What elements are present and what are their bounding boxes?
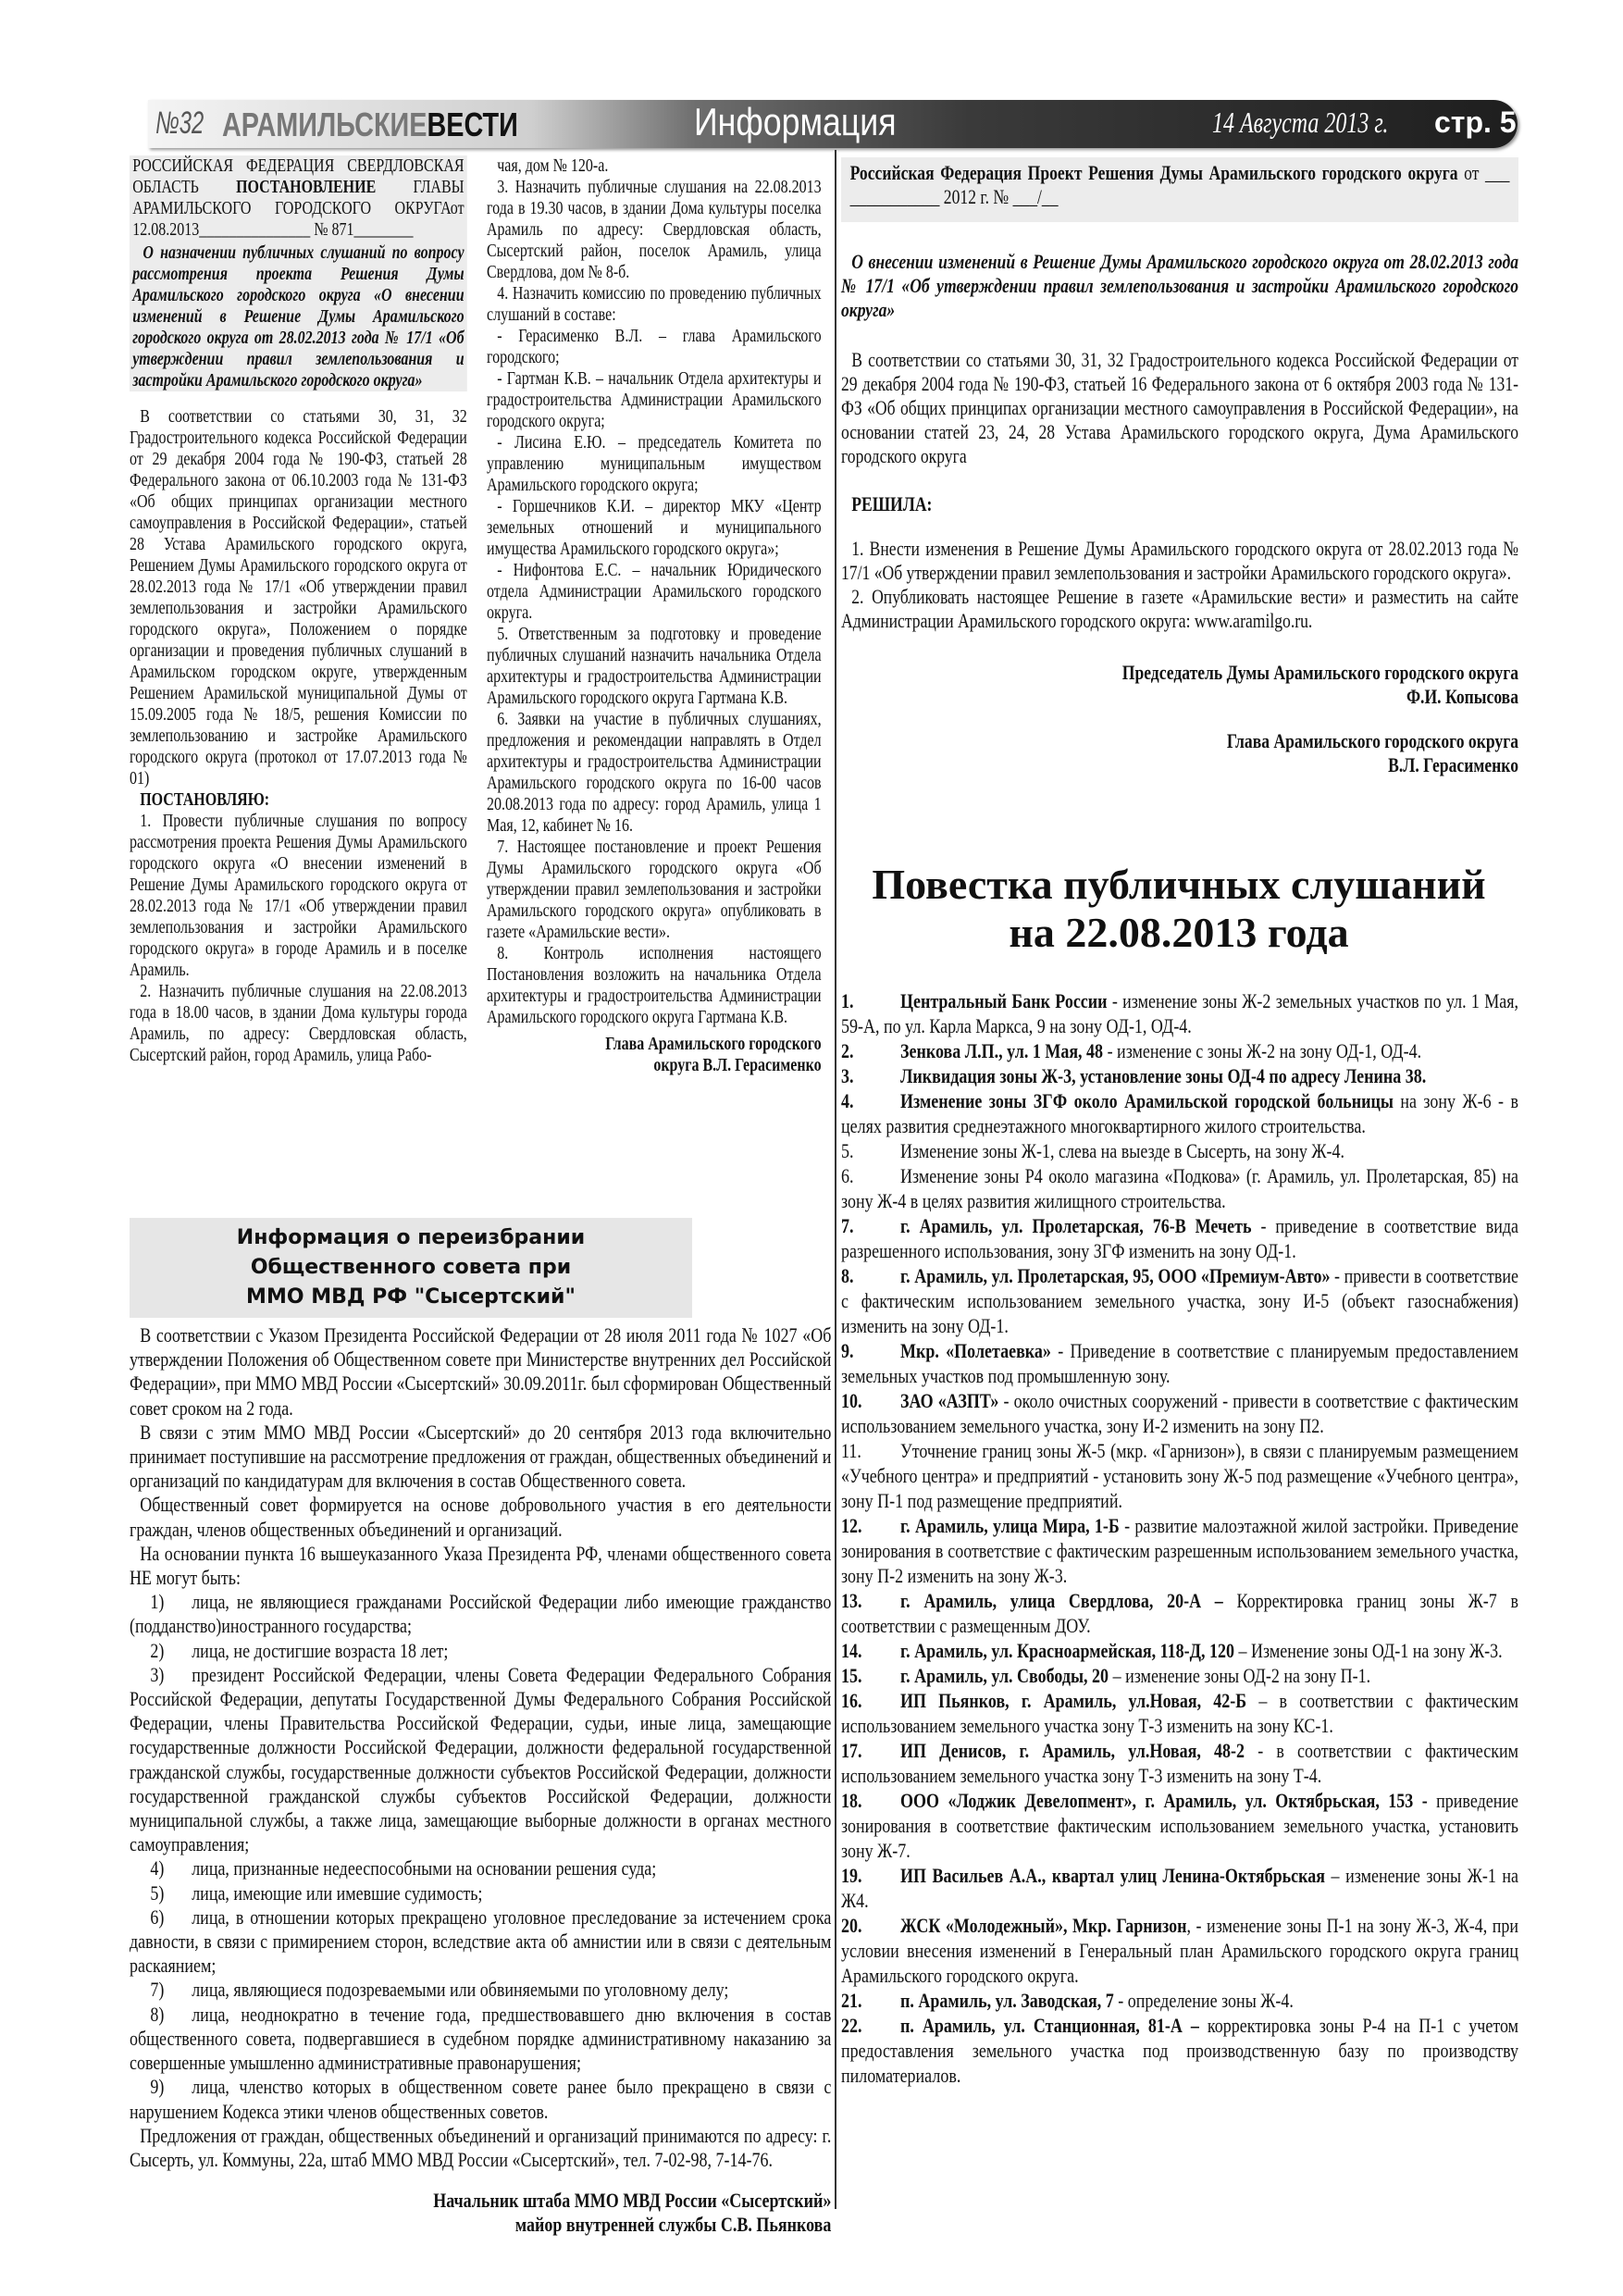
agenda-item-number: 7. [841,1214,854,1237]
agenda-item-text: - в соответствии с фактическим использованием земельного участка зону Т-3 изменить на зону Т-4. [841,1739,1519,1787]
agenda-item [841,1163,1518,1213]
council-list-item [130,2003,831,2076]
agenda-item-number: 16. [841,1689,862,1712]
agenda-item [841,1038,1518,1063]
decree-paragraph: 7. Настоящее постановление и проект Решения Думы Арамильского городского округа «Об утверждении правил землепользования и застройки Арамильского городского округа» опубликовать в газете «Арамильские вести». [487,837,822,942]
decree-paragraph: - Гартман К.В. – начальник Отдела архитектуры и градостроительства Администрации Арамильского городского округа; [487,368,822,431]
draft-item: 1. Внести изменения в Решение Думы Арамильского городского округа от 28.02.2013 года № 17/1 «Об утверждении правил землепользования и застройки Арамильского городского округа». [841,537,1518,584]
agenda-item-number: 8. [841,1264,854,1287]
agenda-item-text: Корректировка границ зоны Ж-7 в соответствии с размещенным ДОУ. [841,1589,1518,1637]
agenda-item [841,1863,1518,1913]
decree-paragraph: 1. Провести публичные слушания по вопросу рассмотрения проекта Решения Думы Арамильского городского округа «О внесении изменений в Решение Думы Арамильского городского округа от 28.02.2013 года № 17/1 «Об утверждении правил землепользования и застройки Арамильского городского округа» в городе Арамиль и в поселке Арамиль. [130,811,467,980]
logo-bold: ВЕСТИ [427,105,518,143]
council-paras [130,1323,831,1590]
council-list-text: президент Российской Федерации, члены Совета Федерации Федерального Собрания Российской Федерации, депутаты Государственной Думы Федерального Собрания Российской Федерации, члены Правительства Российской Федерации, судьи, иные лица, замещающие государственные должности Российской Федерации, должности федеральной государственной гражданской службы, государственные должности субъектов Российской Федерации, должности государственной гражданской службы субъектов Российской Федерации, должности муниципальной службы, а также лица, замещающие выборные должности в органах местного самоуправления; [130,1662,832,1856]
agenda-item-number: 20. [841,1914,862,1937]
agenda-item-subject: г. Арамиль, ул. Красноармейская, 118-Д, 120 [900,1639,1235,1662]
page-number: стр. 5 [1434,105,1517,139]
agenda-item-subject: Центральный Банк России [900,989,1108,1012]
agenda-item-text: - определение зоны Ж-4. [1113,1989,1294,2012]
decree-heading-b: ПОСТАНОВЛЕНИЕ [236,177,377,197]
issue-date: 14 Августа 2013 г. [1212,105,1389,139]
agenda-item-text: Уточнение границ зоны Ж-5 (мкр. «Гарнизон»), в связи с планируемым размещением «Учебного центра» и предприятий - установить зону Ж-5 под размещение «Учебного центра», зону П-1 под размещение предприятий. [841,1439,1518,1512]
council-list-item [130,1978,831,2002]
council-list-number: 8) [150,2002,165,2026]
draft-heading-rest: от ___ ___________ 2012 г. № ___/__ [849,161,1510,208]
agenda-item-text: - привести в соответствие с фактическим использованием земельного участка, зону И-5 (объект газоснабжения) изменить на зону ОД-1. [841,1264,1518,1337]
agenda-item-text: приведение зонирования в соответствие фактическим использованием земельного участка, установить зону Ж-7. [841,1789,1518,1862]
agenda-item-subject: ИП Пьянков, г. Арамиль, ул.Новая, 42-Б [900,1689,1247,1712]
council-signature: Начальник штаба ММО МВД России «Сысертский» майор внутренней службы С.В. Пьянкова [433,2189,832,2237]
agenda-item-number: 1. [841,989,854,1012]
council-paragraph: В связи с этим ММО МВД России «Сысертский» до 20 сентября 2013 года включительно принимает поступившие на рассмотрение предложения от граждан, общественных объединений и организаций по кандидатурам для включения в состав Общественного совета. [130,1420,832,1493]
decree-paragraph: чая, дом № 120-а. [497,155,609,176]
agenda-title: Повестка публичных слушаний на 22.08.2013 года [872,861,1486,956]
agenda-item-subject: п. Арамиль, ул. Заводская, 7 [900,1989,1114,2012]
agenda-item [841,1788,1518,1863]
council-list-number: 4) [150,1856,165,1880]
decree-paragraph: 2. Назначить публичные слушания на 22.08.2013 года в 18.00 часов, в здании Дома культуры города Арамиль, по адресу: Свердловская область, Сысертский район, город Арамиль, улица Рабо- [130,981,467,1065]
agenda-item-subject: г. Арамиль, ул. Пролетарская, 76-В Мечеть [900,1214,1252,1237]
decree-preamble: В соответствии со статьями 30, 31, 32 Градостроительного кодекса Российской Федерации от 29 декабря 2004 года № 190-ФЗ, статьей 28 Федерального закона от 06.10.2003 года № 131-ФЗ «Об общих принципах организации местного самоуправления в Российской Федерации», статьей 28 Устава Арамильского городского округа, Решением Думы Арамильского городского округа от 28.02.2013 года № 17/1 «Об утверждении правил землепользования и застройки Арамильского городского округа», Положением о порядке организации и проведения публичных слушаний в Арамильском городском округе, утвержденным Решением Арамильской муниципальной Думы от 15.09.2005 года № 18/5, решения Комиссии по землепользованию и застройке Арамильского городского округа (протокол от 17.07.2013 года № 01) [130,406,467,788]
section-title: Информация [694,100,897,143]
agenda-item-number: 6. [841,1164,854,1187]
decree-paragraph: 3. Назначить публичные слушания на 22.08.2013 года в 19.30 часов, в здании Дома культуры поселка Арамиль по адресу: Свердловская область, Сысертский район, поселок Арамиль, улица Свердлова, дом № 8-б. [487,177,822,282]
draft-decision [841,157,1518,777]
council-paragraph: Общественный совет формируется на основе добровольного участия в его деятельности граждан, членов общественных объединений и организаций. [130,1493,832,1541]
council-list-number: 3) [150,1662,165,1686]
agenda-item-text: на зону Ж-6 - в целях развития среднеэтажного многоквартирного жилого строительства. [841,1089,1519,1137]
agenda-item-number: 3. [841,1064,854,1087]
draft-signature-chair: Председатель Думы Арамильского городского округа Ф.И. Копысова [1121,661,1518,708]
agenda-item [841,1988,1518,2013]
agenda-item-subject: г. Арамиль, ул. Пролетарская, 95, ООО «Премиум-Авто» [900,1264,1331,1287]
decree-left-column [130,155,467,1066]
agenda-item-number: 12. [841,1514,862,1537]
agenda-item-number: 11. [841,1439,861,1462]
column-divider [835,150,836,2209]
agenda-item [841,1738,1518,1788]
agenda-item-text: - изменение зоны Ж-2 земельных участков по ул. 1 Мая, 59-А, по ул. Карла Маркса, 9 на зону ОД-1, ОД-4. [841,989,1518,1037]
agenda-item-number: 10. [841,1389,862,1412]
decree-paragraph: 5. Ответственным за подготовку и проведение публичных слушаний назначить начальника Отдела архитектуры и градостроительства Администрации Арамильского городского округа Гартмана К.В. [487,624,822,708]
logo-light: АРАМИЛЬСКИЕ [222,105,427,143]
agenda-item-number: 17. [841,1739,862,1762]
decree-left-paras [130,811,467,1066]
agenda-item-text: – Изменение зоны ОД-1 на зону Ж-3. [1234,1639,1503,1662]
council-list-item [130,1905,831,1979]
council-paragraph: На основании пункта 16 вышеуказанного Указа Президента РФ, членами общественного совета НЕ могут быть: [130,1541,832,1590]
agenda-item-subject: ЖСК «Молодежный», Мкр. Гарнизон [900,1914,1187,1937]
council-title: Информация о переизбрании Общественного совета при ММО МВД РФ "Сысертский" [130,1218,692,1318]
decree-paragraph: 4. Назначить комиссию по проведению публичных слушаний в составе: [487,283,822,325]
agenda-item-number: 18. [841,1789,862,1812]
decree-paragraph: - Герасименко В.Л. – глава Арамильского городского; [487,326,822,367]
agenda-item-text: , - изменение зоны П-1 на зону Ж-3, Ж-4, при условии внесения изменений в Генеральный план Арамильского городского округа границ Арамильского городского округа. [841,1914,1518,1987]
agenda-item-text: - приведение в соответствие вида разрешенного использования, зону ЗГФ изменить на зону ОД-1. [841,1214,1519,1262]
agenda-item [841,1263,1518,1338]
agenda-item-subject: г. Арамиль, улица Мира, 1-Б [900,1514,1120,1537]
decree-paragraph: 6. Заявки на участие в публичных слушаниях, предложения и рекомендации направлять в Отдел архитектуры и градостроительства Администрации Арамильского городского округа по 16-00 часов 20.08.2013 года по адресу: город Арамиль, улица 1 Мая, 12, кабинет № 16. [487,709,822,836]
council-list [130,1590,831,2123]
draft-title: О внесении изменений в Решение Думы Арамильского городского округа от 28.02.2013 года № 17/1 «Об утверждении правил землепользования и застройки Арамильского городского округа» [841,250,1518,321]
council-list-text: лица, не достигшие возраста 18 лет; [192,1638,449,1662]
agenda-item [841,1213,1518,1263]
decree-paragraph: 8. Контроль исполнения настоящего Постановления возложить на начальника Отдела архитектуры и градостроительства Администрации Арамильского городского округа Гартмана К.В. [487,943,822,1027]
agenda-item-text: корректировка зоны Р-4 на П-1 с учетом предоставления земельного участка под производственную базу по производству пиломатериалов. [841,2014,1518,2087]
issue-number: №32 [155,105,204,141]
council-list-text: лица, в отношении которых прекращено уголовное преследование за истечением срока давности, в связи с примирением сторон, вследствие акта об амнистии или в связи с деятельным раскаянием; [130,1905,832,1978]
agenda-item [841,1338,1518,1388]
draft-signature-head: Глава Арамильского городского округа В.Л. Герасименко [1226,729,1518,776]
agenda-item-subject: г. Арамиль, ул. Свободы, 20 [900,1664,1109,1687]
decree-heading-c: ГЛАВЫ АРАМИЛЬСКОГО ГОРОДСКОГО ОКРУГАот 12.08.2013_______________ № 871________ [132,177,465,240]
agenda-item [841,1913,1518,1988]
agenda-item-number: 21. [841,1989,862,2012]
draft-preamble: В соответствии со статьями 30, 31, 32 Градостроительного кодекса Российской Федерации от 29 декабря 2004 года № 190-ФЗ, статьей 16 Федерального закона от 6 октября 2003 года № 131-ФЗ «Об общих принципах организации местного самоуправления в Российской Федерации», на основании статей 23, 24, 28 Устава Арамильского городского округа, Дума Арамильского городского округа [841,348,1518,467]
agenda-item-text: - около очистных сооружений - привести в соответствие с фактическим использованием земельного участка, зону И-2 изменить на зону П2. [841,1389,1518,1437]
council-list-number: 5) [150,1880,165,1905]
agenda-list [841,988,1518,2088]
council-list-number: 6) [150,1905,165,1929]
agenda-item-number: 5. [841,1139,854,1162]
agenda-item-number: 22. [841,2014,862,2037]
decree-mid-paras [487,155,822,1028]
decree-resolve: ПОСТАНОВЛЯЮ: [140,789,270,810]
council-list-text: лица, являющиеся подозреваемыми или обвиняемыми по уголовному делу; [192,1978,729,2002]
agenda-item [841,1663,1518,1688]
agenda-item-subject: Ликвидация зоны Ж-3, установление зоны ОД-4 по адресу Ленина 38. [900,1064,1427,1087]
page-header-bar [148,100,1518,148]
agenda-item-text: – в соответствии с фактическим использованием земельного участка зону Т-3 изменить на зону КС-1. [841,1689,1518,1737]
agenda-item [841,1638,1518,1663]
agenda-item-subject: п. Арамиль, ул. Станционная, 81-А – [900,2014,1199,2037]
council-list-item [130,1856,831,1880]
agenda-item-text: – изменение зоны ОД-2 на зону П-1. [1109,1664,1371,1687]
decree-middle-column [487,155,822,1076]
agenda-item-text: – изменение зоны Ж-1 на Ж4. [841,1864,1518,1912]
agenda-item-text: - изменение с зоны Ж-2 на зону ОД-1, ОД-4. [1103,1039,1422,1062]
agenda-item-subject: ИП Денисов, г. Арамиль, ул.Новая, 48-2 [900,1739,1245,1762]
council-closing: Предложения от граждан, общественных объединений и организаций принимаются по адресу: г. Сысерть, ул. Коммуны, 22а, штаб ММО МВД России «Сысертский», тел. 7-02-98, 7-14-76. [130,2123,832,2171]
agenda-item-subject: Зенкова Л.П., ул. 1 Мая, 48 [900,1039,1104,1062]
agenda-item [841,988,1518,1038]
council-list-item [130,1590,831,1638]
agenda-item [841,1438,1518,1513]
agenda-item-subject: Изменение зоны ЗГФ около Арамильской городской больницы [900,1089,1394,1112]
council-list-item [130,1881,831,1905]
agenda-item-number: 19. [841,1864,862,1887]
agenda-item [841,1138,1518,1163]
decree-paragraph: - Лисина Е.Ю. – председатель Комитета по управлению муниципальным имуществом Арамильского городского округа; [487,432,822,495]
council-list-number: 2) [150,1638,165,1662]
agenda-item-subject: г. Арамиль, улица Свердлова, 20-А – [900,1589,1223,1612]
agenda-item [841,1688,1518,1738]
agenda-item-subject: ИП Васильев А.А., квартал улиц Ленина-Октябрьская [900,1864,1325,1887]
decree-heading [130,155,467,391]
agenda-item-number: 9. [841,1339,854,1362]
draft-heading [841,157,1518,222]
agenda-item [841,1088,1518,1138]
draft-decided: РЕШИЛА: [851,492,933,515]
agenda-item [841,1588,1518,1638]
agenda-item [841,1513,1518,1588]
agenda-item-number: 15. [841,1664,862,1687]
agenda-item-number: 2. [841,1039,854,1062]
council-list-text: лица, членство которых в общественном совете ранее было прекращено в связи с нарушением Кодекса этики членов общественных советов. [130,2075,832,2123]
agenda-item [841,1388,1518,1438]
council-list-text: лица, имеющие или имевшие судимость; [192,1880,483,1905]
decree-signature: Глава Арамильского городского округа В.Л. Герасименко [605,1034,822,1075]
council-list-number: 7) [150,1978,165,2002]
agenda-item-subject: ООО «Лоджик Девелопмент», г. Арамиль, ул. Октябрьская, 153 - [900,1789,1428,1812]
decree-heading-a: РОССИЙСКАЯ ФЕДЕРАЦИЯ СВЕРДЛОВСКАЯ ОБЛАСТЬ [132,155,465,197]
decree-paragraph: - Нифонтова Е.С. – начальник Юридического отдела Администрации Арамильского городского округа. [487,560,822,623]
council-list-text: лица, неоднократно в течение года, предшествовавшего дню включения в состав общественного совета, подвергавшиеся в судебном порядке административному наказанию за совершенные умышленно административные правонарушения; [130,2002,832,2075]
decree-paragraph: - Горшечников К.И. – директор МКУ «Центр земельных отношений и муниципального имущества Арамильского городского округа»; [487,496,822,559]
council-list-number: 9) [150,2075,165,2099]
agenda-item-text: - развитие малоэтажной жилой застройки. Приведение зонирования в соответствие с фактическим разрешенным использованием земельного участка, зону П-2 изменить на зону Ж-3. [841,1514,1519,1587]
draft-item: 2. Опубликовать настоящее Решение в газете «Арамильские вести» и разместить на сайте Администрации Арамильского городского округа: www.aramilgo.ru. [841,585,1518,632]
council-list-text: лица, не являющиеся гражданами Российской Федерации либо имеющие гражданство (подданство)иностранного государства; [130,1590,832,1638]
decree-title: О назначении публичных слушаний по вопросу рассмотрения проекта Решения Думы Арамильского городского округа «О внесении изменений в Решение Думы Арамильского городского округа от 28.02.2013 года № 17/1 «Об утверждении правил землепользования и застройки Арамильского городского округа» [132,242,465,391]
council-list-item [130,1639,831,1663]
council-paragraph: В соответствии с Указом Президента Российской Федерации от 28 июля 2011 года № 1027 «Об утверждении Положения об Общественном совете при Министерстве внутренних дел Российской Федерации», при ММО МВД России «Сысертский» 30.09.2011г. был сформирован Общественный совет сроком на 2 года. [130,1323,832,1420]
council-list-number: 1) [150,1590,165,1614]
council-notice [130,1218,831,2238]
agenda-item [841,1063,1518,1088]
agenda-item-text: - Приведение в соответствие с планируемым предоставлением земельных участков под промышленную зону. [841,1339,1518,1387]
agenda-item-text: Изменение зоны Ж-1, слева на выезде в Сысерть, на зону Ж-4. [900,1139,1345,1162]
newspaper-logo [222,105,518,144]
agenda-item-text: Изменение зоны Р4 около магазина «Подкова» (г. Арамиль, ул. Пролетарская, 85) на зону Ж-4 в целях развития жилищного строительства. [841,1164,1518,1212]
agenda-item-number: 4. [841,1089,854,1112]
council-list-text: лица, признанные недееспособными на основании решения суда; [192,1856,657,1880]
agenda-item-subject: ЗАО «АЗПТ» [900,1389,999,1412]
draft-heading-bold: Российская Федерация Проект Решения Думы Арамильского городского округа [849,161,1458,184]
agenda-item-number: 13. [841,1589,862,1612]
agenda-item-number: 14. [841,1639,862,1662]
agenda-item [841,2013,1518,2088]
council-list-item [130,1663,831,1857]
agenda-item-subject: Мкр. «Полетаевка» [900,1339,1051,1362]
council-list-item [130,2075,831,2123]
